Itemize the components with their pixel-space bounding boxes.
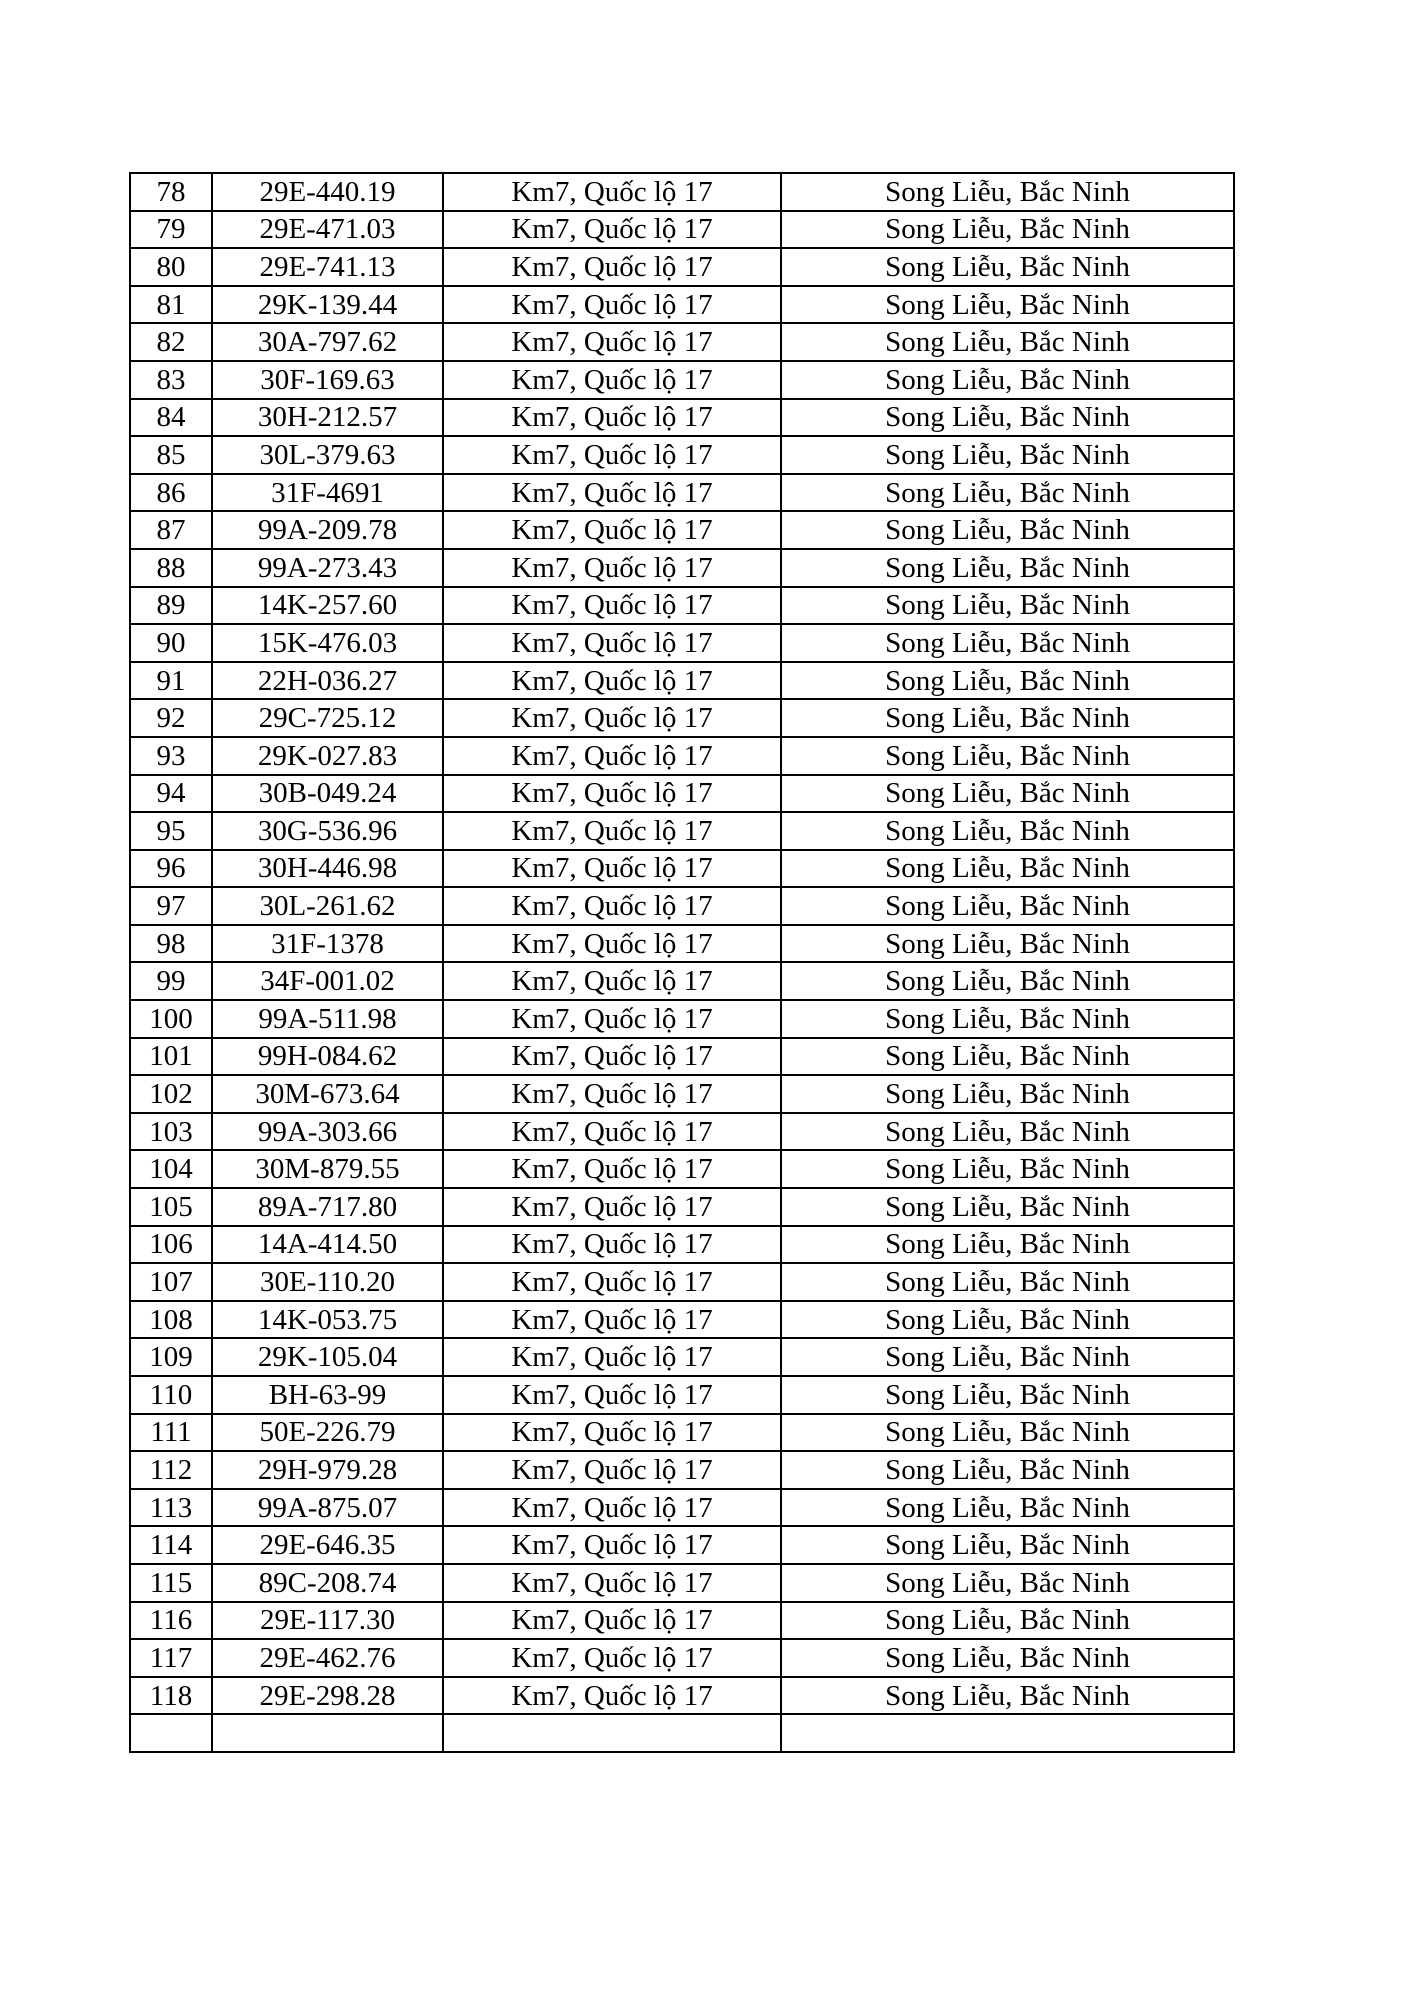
table-row bbox=[130, 1338, 1234, 1376]
row-number-cell: 118 bbox=[130, 1677, 212, 1715]
address-cell: Song Liễu, Bắc Ninh bbox=[781, 1038, 1234, 1076]
address-cell: Song Liễu, Bắc Ninh bbox=[781, 173, 1234, 211]
table-row bbox=[130, 399, 1234, 437]
row-number-cell: 88 bbox=[130, 549, 212, 587]
row-number-cell: 90 bbox=[130, 624, 212, 662]
row-number-cell: 95 bbox=[130, 812, 212, 850]
table-row bbox=[130, 737, 1234, 775]
location-cell: Km7, Quốc lộ 17 bbox=[443, 775, 781, 813]
plate-number-cell: 22H-036.27 bbox=[212, 662, 443, 700]
address-cell: Song Liễu, Bắc Ninh bbox=[781, 1000, 1234, 1038]
table-row bbox=[130, 1150, 1234, 1188]
location-cell: Km7, Quốc lộ 17 bbox=[443, 248, 781, 286]
location-cell: Km7, Quốc lộ 17 bbox=[443, 1188, 781, 1226]
table-row bbox=[130, 511, 1234, 549]
row-number-cell: 105 bbox=[130, 1188, 212, 1226]
row-number-cell: 108 bbox=[130, 1301, 212, 1339]
location-cell: Km7, Quốc lộ 17 bbox=[443, 474, 781, 512]
plate-number-cell: 99A-875.07 bbox=[212, 1489, 443, 1527]
plate-number-cell: 29E-462.76 bbox=[212, 1639, 443, 1677]
row-number-cell: 89 bbox=[130, 587, 212, 625]
table-row bbox=[130, 173, 1234, 211]
address-cell: Song Liễu, Bắc Ninh bbox=[781, 699, 1234, 737]
plate-number-cell: 14K-257.60 bbox=[212, 587, 443, 625]
plate-number-cell: BH-63-99 bbox=[212, 1376, 443, 1414]
address-cell: Song Liễu, Bắc Ninh bbox=[781, 624, 1234, 662]
address-cell: Song Liễu, Bắc Ninh bbox=[781, 1376, 1234, 1414]
location-cell: Km7, Quốc lộ 17 bbox=[443, 1000, 781, 1038]
location-cell: Km7, Quốc lộ 17 bbox=[443, 1677, 781, 1715]
table-row bbox=[130, 1414, 1234, 1452]
plate-number-cell: 30H-446.98 bbox=[212, 850, 443, 888]
plate-number-cell: 14A-414.50 bbox=[212, 1226, 443, 1264]
table-row bbox=[130, 850, 1234, 888]
row-number-cell: 79 bbox=[130, 211, 212, 249]
table-row bbox=[130, 1677, 1234, 1715]
plate-number-cell: 29E-440.19 bbox=[212, 173, 443, 211]
location-cell: Km7, Quốc lộ 17 bbox=[443, 737, 781, 775]
address-cell: Song Liễu, Bắc Ninh bbox=[781, 1113, 1234, 1151]
table-row bbox=[130, 1226, 1234, 1264]
row-number-cell: 102 bbox=[130, 1075, 212, 1113]
location-cell: Km7, Quốc lộ 17 bbox=[443, 925, 781, 963]
location-cell: Km7, Quốc lộ 17 bbox=[443, 887, 781, 925]
location-cell: Km7, Quốc lộ 17 bbox=[443, 1150, 781, 1188]
location-cell: Km7, Quốc lộ 17 bbox=[443, 1075, 781, 1113]
table-row bbox=[130, 1113, 1234, 1151]
row-number-cell: 111 bbox=[130, 1414, 212, 1452]
table-row bbox=[130, 211, 1234, 249]
table-row bbox=[130, 962, 1234, 1000]
row-number-cell: 78 bbox=[130, 173, 212, 211]
table-row bbox=[130, 699, 1234, 737]
table-row bbox=[130, 1714, 1234, 1752]
plate-number-cell: 29E-117.30 bbox=[212, 1602, 443, 1640]
address-cell: Song Liễu, Bắc Ninh bbox=[781, 812, 1234, 850]
location-cell: Km7, Quốc lộ 17 bbox=[443, 361, 781, 399]
row-number-cell: 86 bbox=[130, 474, 212, 512]
location-cell: Km7, Quốc lộ 17 bbox=[443, 211, 781, 249]
table-row bbox=[130, 1000, 1234, 1038]
plate-number-cell: 29H-979.28 bbox=[212, 1451, 443, 1489]
row-number-cell: 109 bbox=[130, 1338, 212, 1376]
location-cell: Km7, Quốc lộ 17 bbox=[443, 850, 781, 888]
plate-table bbox=[129, 172, 1235, 1753]
address-cell: Song Liễu, Bắc Ninh bbox=[781, 662, 1234, 700]
table-row bbox=[130, 436, 1234, 474]
address-cell: Song Liễu, Bắc Ninh bbox=[781, 1639, 1234, 1677]
row-number-cell: 93 bbox=[130, 737, 212, 775]
address-cell: Song Liễu, Bắc Ninh bbox=[781, 399, 1234, 437]
row-number-cell: 103 bbox=[130, 1113, 212, 1151]
table-row bbox=[130, 361, 1234, 399]
table-row bbox=[130, 1075, 1234, 1113]
row-number-cell: 83 bbox=[130, 361, 212, 399]
location-cell: Km7, Quốc lộ 17 bbox=[443, 1113, 781, 1151]
plate-number-cell: 29K-105.04 bbox=[212, 1338, 443, 1376]
plate-number-cell: 99H-084.62 bbox=[212, 1038, 443, 1076]
address-cell: Song Liễu, Bắc Ninh bbox=[781, 850, 1234, 888]
row-number-cell: 99 bbox=[130, 962, 212, 1000]
table-row bbox=[130, 925, 1234, 963]
row-number-cell: 98 bbox=[130, 925, 212, 963]
location-cell: Km7, Quốc lộ 17 bbox=[443, 1038, 781, 1076]
table-row bbox=[130, 1564, 1234, 1602]
address-cell: Song Liễu, Bắc Ninh bbox=[781, 1414, 1234, 1452]
plate-number-cell bbox=[212, 1714, 443, 1752]
location-cell: Km7, Quốc lộ 17 bbox=[443, 1451, 781, 1489]
plate-number-cell: 30L-379.63 bbox=[212, 436, 443, 474]
address-cell bbox=[781, 1714, 1234, 1752]
location-cell: Km7, Quốc lộ 17 bbox=[443, 587, 781, 625]
location-cell: Km7, Quốc lộ 17 bbox=[443, 1602, 781, 1640]
row-number-cell: 101 bbox=[130, 1038, 212, 1076]
location-cell: Km7, Quốc lộ 17 bbox=[443, 1564, 781, 1602]
row-number-cell: 94 bbox=[130, 775, 212, 813]
address-cell: Song Liễu, Bắc Ninh bbox=[781, 323, 1234, 361]
address-cell: Song Liễu, Bắc Ninh bbox=[781, 1263, 1234, 1301]
location-cell bbox=[443, 1714, 781, 1752]
plate-number-cell: 29C-725.12 bbox=[212, 699, 443, 737]
plate-number-cell: 89C-208.74 bbox=[212, 1564, 443, 1602]
location-cell: Km7, Quốc lộ 17 bbox=[443, 1226, 781, 1264]
location-cell: Km7, Quốc lộ 17 bbox=[443, 323, 781, 361]
table-row bbox=[130, 624, 1234, 662]
plate-number-cell: 30H-212.57 bbox=[212, 399, 443, 437]
row-number-cell: 97 bbox=[130, 887, 212, 925]
row-number-cell: 82 bbox=[130, 323, 212, 361]
location-cell: Km7, Quốc lộ 17 bbox=[443, 1639, 781, 1677]
plate-number-cell: 14K-053.75 bbox=[212, 1301, 443, 1339]
address-cell: Song Liễu, Bắc Ninh bbox=[781, 1338, 1234, 1376]
row-number-cell: 91 bbox=[130, 662, 212, 700]
location-cell: Km7, Quốc lộ 17 bbox=[443, 662, 781, 700]
location-cell: Km7, Quốc lộ 17 bbox=[443, 511, 781, 549]
address-cell: Song Liễu, Bắc Ninh bbox=[781, 436, 1234, 474]
table-row bbox=[130, 1451, 1234, 1489]
table-row bbox=[130, 1301, 1234, 1339]
address-cell: Song Liễu, Bắc Ninh bbox=[781, 1301, 1234, 1339]
address-cell: Song Liễu, Bắc Ninh bbox=[781, 1451, 1234, 1489]
plate-number-cell: 30L-261.62 bbox=[212, 887, 443, 925]
plate-number-cell: 29E-471.03 bbox=[212, 211, 443, 249]
row-number-cell: 115 bbox=[130, 1564, 212, 1602]
row-number-cell: 84 bbox=[130, 399, 212, 437]
row-number-cell: 87 bbox=[130, 511, 212, 549]
address-cell: Song Liễu, Bắc Ninh bbox=[781, 1188, 1234, 1226]
plate-number-cell: 31F-1378 bbox=[212, 925, 443, 963]
table-row bbox=[130, 1489, 1234, 1527]
address-cell: Song Liễu, Bắc Ninh bbox=[781, 1526, 1234, 1564]
plate-table-body bbox=[130, 173, 1234, 1752]
row-number-cell: 104 bbox=[130, 1150, 212, 1188]
table-row bbox=[130, 587, 1234, 625]
row-number-cell: 113 bbox=[130, 1489, 212, 1527]
plate-number-cell: 31F-4691 bbox=[212, 474, 443, 512]
plate-number-cell: 15K-476.03 bbox=[212, 624, 443, 662]
row-number-cell: 85 bbox=[130, 436, 212, 474]
table-row bbox=[130, 549, 1234, 587]
plate-number-cell: 99A-273.43 bbox=[212, 549, 443, 587]
table-row bbox=[130, 323, 1234, 361]
plate-number-cell: 50E-226.79 bbox=[212, 1414, 443, 1452]
table-row bbox=[130, 1602, 1234, 1640]
location-cell: Km7, Quốc lộ 17 bbox=[443, 812, 781, 850]
location-cell: Km7, Quốc lộ 17 bbox=[443, 1414, 781, 1452]
plate-number-cell: 99A-511.98 bbox=[212, 1000, 443, 1038]
address-cell: Song Liễu, Bắc Ninh bbox=[781, 887, 1234, 925]
row-number-cell: 107 bbox=[130, 1263, 212, 1301]
plate-number-cell: 29E-741.13 bbox=[212, 248, 443, 286]
address-cell: Song Liễu, Bắc Ninh bbox=[781, 549, 1234, 587]
table-row bbox=[130, 887, 1234, 925]
table-row bbox=[130, 1038, 1234, 1076]
address-cell: Song Liễu, Bắc Ninh bbox=[781, 1226, 1234, 1264]
plate-number-cell: 30M-673.64 bbox=[212, 1075, 443, 1113]
plate-number-cell: 89A-717.80 bbox=[212, 1188, 443, 1226]
location-cell: Km7, Quốc lộ 17 bbox=[443, 1489, 781, 1527]
plate-number-cell: 30E-110.20 bbox=[212, 1263, 443, 1301]
table-row bbox=[130, 662, 1234, 700]
location-cell: Km7, Quốc lộ 17 bbox=[443, 436, 781, 474]
plate-number-cell: 30G-536.96 bbox=[212, 812, 443, 850]
row-number-cell: 116 bbox=[130, 1602, 212, 1640]
plate-number-cell: 30M-879.55 bbox=[212, 1150, 443, 1188]
address-cell: Song Liễu, Bắc Ninh bbox=[781, 737, 1234, 775]
location-cell: Km7, Quốc lộ 17 bbox=[443, 1338, 781, 1376]
plate-number-cell: 99A-209.78 bbox=[212, 511, 443, 549]
table-row bbox=[130, 1526, 1234, 1564]
address-cell: Song Liễu, Bắc Ninh bbox=[781, 211, 1234, 249]
plate-number-cell: 30B-049.24 bbox=[212, 775, 443, 813]
plate-number-cell: 29E-646.35 bbox=[212, 1526, 443, 1564]
location-cell: Km7, Quốc lộ 17 bbox=[443, 699, 781, 737]
table-row bbox=[130, 775, 1234, 813]
row-number-cell: 80 bbox=[130, 248, 212, 286]
row-number-cell: 81 bbox=[130, 286, 212, 324]
table-row bbox=[130, 1188, 1234, 1226]
location-cell: Km7, Quốc lộ 17 bbox=[443, 549, 781, 587]
location-cell: Km7, Quốc lộ 17 bbox=[443, 1376, 781, 1414]
address-cell: Song Liễu, Bắc Ninh bbox=[781, 1150, 1234, 1188]
row-number-cell: 117 bbox=[130, 1639, 212, 1677]
location-cell: Km7, Quốc lộ 17 bbox=[443, 173, 781, 211]
plate-number-cell: 99A-303.66 bbox=[212, 1113, 443, 1151]
address-cell: Song Liễu, Bắc Ninh bbox=[781, 1489, 1234, 1527]
location-cell: Km7, Quốc lộ 17 bbox=[443, 1263, 781, 1301]
table-row bbox=[130, 286, 1234, 324]
address-cell: Song Liễu, Bắc Ninh bbox=[781, 962, 1234, 1000]
location-cell: Km7, Quốc lộ 17 bbox=[443, 624, 781, 662]
row-number-cell: 92 bbox=[130, 699, 212, 737]
location-cell: Km7, Quốc lộ 17 bbox=[443, 286, 781, 324]
address-cell: Song Liễu, Bắc Ninh bbox=[781, 587, 1234, 625]
table-row bbox=[130, 248, 1234, 286]
address-cell: Song Liễu, Bắc Ninh bbox=[781, 248, 1234, 286]
address-cell: Song Liễu, Bắc Ninh bbox=[781, 511, 1234, 549]
plate-number-cell: 29K-027.83 bbox=[212, 737, 443, 775]
location-cell: Km7, Quốc lộ 17 bbox=[443, 1301, 781, 1339]
address-cell: Song Liễu, Bắc Ninh bbox=[781, 925, 1234, 963]
plate-number-cell: 30F-169.63 bbox=[212, 361, 443, 399]
table-row bbox=[130, 1376, 1234, 1414]
row-number-cell: 110 bbox=[130, 1376, 212, 1414]
address-cell: Song Liễu, Bắc Ninh bbox=[781, 1602, 1234, 1640]
row-number-cell bbox=[130, 1714, 212, 1752]
address-cell: Song Liễu, Bắc Ninh bbox=[781, 775, 1234, 813]
location-cell: Km7, Quốc lộ 17 bbox=[443, 399, 781, 437]
location-cell: Km7, Quốc lộ 17 bbox=[443, 1526, 781, 1564]
address-cell: Song Liễu, Bắc Ninh bbox=[781, 361, 1234, 399]
address-cell: Song Liễu, Bắc Ninh bbox=[781, 286, 1234, 324]
address-cell: Song Liễu, Bắc Ninh bbox=[781, 1677, 1234, 1715]
table-row bbox=[130, 474, 1234, 512]
location-cell: Km7, Quốc lộ 17 bbox=[443, 962, 781, 1000]
address-cell: Song Liễu, Bắc Ninh bbox=[781, 474, 1234, 512]
row-number-cell: 100 bbox=[130, 1000, 212, 1038]
plate-number-cell: 34F-001.02 bbox=[212, 962, 443, 1000]
address-cell: Song Liễu, Bắc Ninh bbox=[781, 1564, 1234, 1602]
row-number-cell: 96 bbox=[130, 850, 212, 888]
row-number-cell: 114 bbox=[130, 1526, 212, 1564]
table-row bbox=[130, 1263, 1234, 1301]
plate-number-cell: 29K-139.44 bbox=[212, 286, 443, 324]
plate-number-cell: 30A-797.62 bbox=[212, 323, 443, 361]
row-number-cell: 106 bbox=[130, 1226, 212, 1264]
row-number-cell: 112 bbox=[130, 1451, 212, 1489]
table-row bbox=[130, 1639, 1234, 1677]
address-cell: Song Liễu, Bắc Ninh bbox=[781, 1075, 1234, 1113]
table-row bbox=[130, 812, 1234, 850]
plate-number-cell: 29E-298.28 bbox=[212, 1677, 443, 1715]
